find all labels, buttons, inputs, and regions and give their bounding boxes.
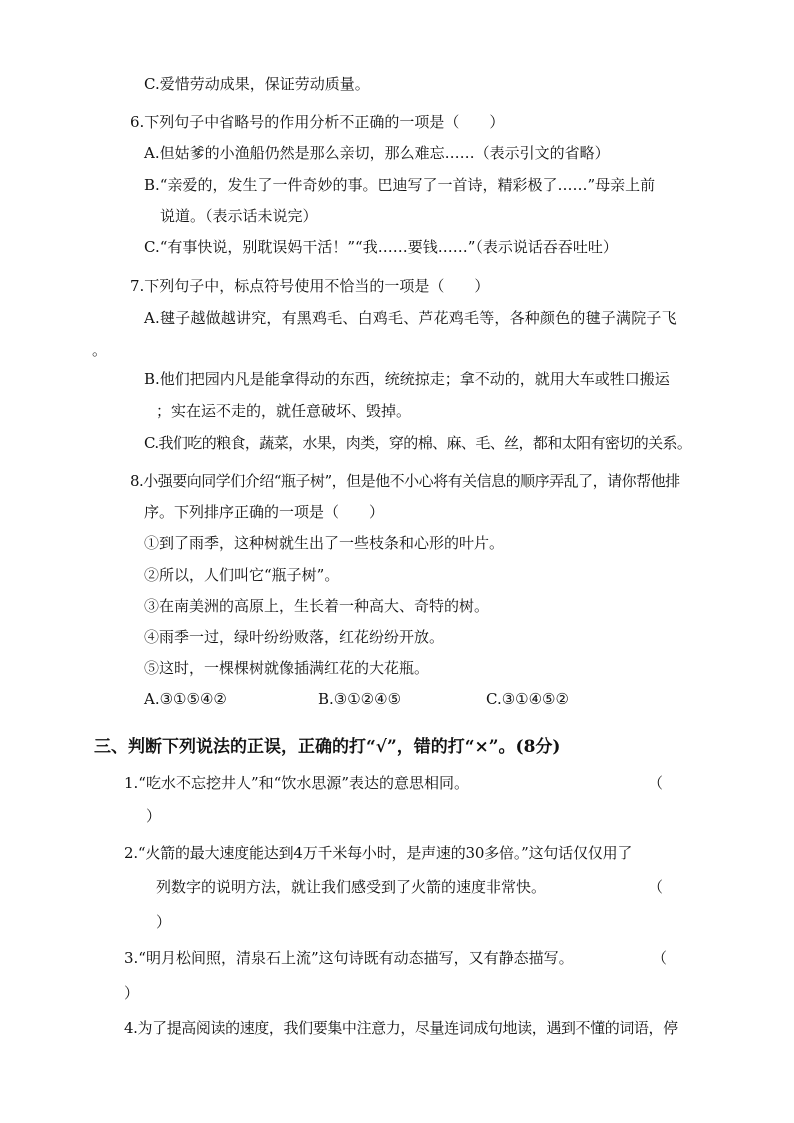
q6-stem: 6.下列句子中省略号的作用分析不正确的一项是（ ）	[130, 113, 505, 131]
q7-stem: 7.下列句子中，标点符号使用不恰当的一项是（ ）	[130, 277, 490, 295]
judge-2-answer-close: ）	[156, 913, 172, 931]
q6-option-a: A.但姑爹的小渔船仍然是那么亲切，那么难忘……（表示引文的省略）	[144, 144, 610, 162]
judge-2-cont: 列数字的说明方法，就让我们感受到了火箭的速度非常快。	[156, 878, 547, 896]
q8-option-a: A.③①⑤④②	[144, 690, 227, 708]
q8-item-4: ④雨季一过，绿叶纷纷败落，红花纷纷开放。	[144, 628, 445, 646]
judge-2: 2.“火箭的最大速度能达到4万千米每小时，是声速的30多倍。”这句话仅仅用了	[124, 844, 633, 862]
judge-2-answer-open: （	[648, 878, 664, 896]
q6-option-b-cont: 说道。（表示话未说完）	[160, 207, 318, 225]
q8-item-2: ②所以，人们叫它“瓶子树”。	[144, 566, 340, 584]
judge-1: 1.“吃水不忘挖井人”和“饮水思源”表达的意思相同。	[124, 774, 469, 792]
judge-3-answer-open: （	[652, 949, 668, 967]
judge-3-answer-close: ）	[124, 984, 140, 1002]
judge-4: 4.为了提高阅读的速度，我们要集中注意力，尽量连词成句地读，遇到不懂的词语，停	[124, 1019, 678, 1037]
q8-option-b: B.③①②④⑤	[318, 690, 402, 708]
judge-3: 3.“明月松间照，清泉石上流”这句诗既有动态描写，又有静态描写。	[124, 949, 574, 967]
q8-item-5: ⑤这时，一棵棵树就像插满红花的大花瓶。	[144, 659, 430, 677]
section-3-heading: 三、判断下列说法的正误，正确的打“√”，错的打“×”。(8分)	[94, 737, 561, 757]
q8-stem-cont: 序。下列排序正确的一项是（ ）	[144, 503, 385, 521]
q6-option-c: C.“有事快说，别耽误妈干活！”“我……要钱……”（表示说话吞吞吐吐）	[144, 238, 618, 256]
q6-option-b: B.“亲爱的，发生了一件奇妙的事。巴迪写了一首诗，精彩极了……”母亲上前	[144, 176, 656, 194]
q8-item-1: ①到了雨季，这种树就生出了一些枝条和心形的叶片。	[144, 534, 505, 552]
q7-option-a-cont: 。	[92, 341, 108, 359]
judge-1-answer-open: （	[648, 774, 664, 792]
q8-option-c: C.③①④⑤②	[486, 690, 569, 708]
q7-option-b-cont: ；实在运不走的，就任意破坏、毁掉。	[156, 402, 412, 420]
judge-1-answer-close: ）	[146, 807, 162, 825]
q7-option-c: C.我们吃的粮食，蔬菜，水果，肉类，穿的棉、麻、毛、丝，都和太阳有密切的关系。	[144, 434, 692, 452]
q8-item-3: ③在南美洲的高原上，生长着一种高大、奇特的树。	[144, 597, 490, 615]
q5-option-c: C.爱惜劳动成果，保证劳动质量。	[144, 75, 370, 93]
q7-option-b: B.他们把园内凡是能拿得动的东西，统统掠走；拿不动的，就用大车或牲口搬运	[144, 370, 670, 388]
q7-option-a: A.毽子越做越讲究，有黑鸡毛、白鸡毛、芦花鸡毛等，各种颜色的毽子满院子飞	[144, 309, 677, 327]
q8-stem: 8.小强要向同学们介绍“瓶子树”，但是他不小心将有关信息的顺序弄乱了，请你帮他排	[130, 472, 680, 490]
